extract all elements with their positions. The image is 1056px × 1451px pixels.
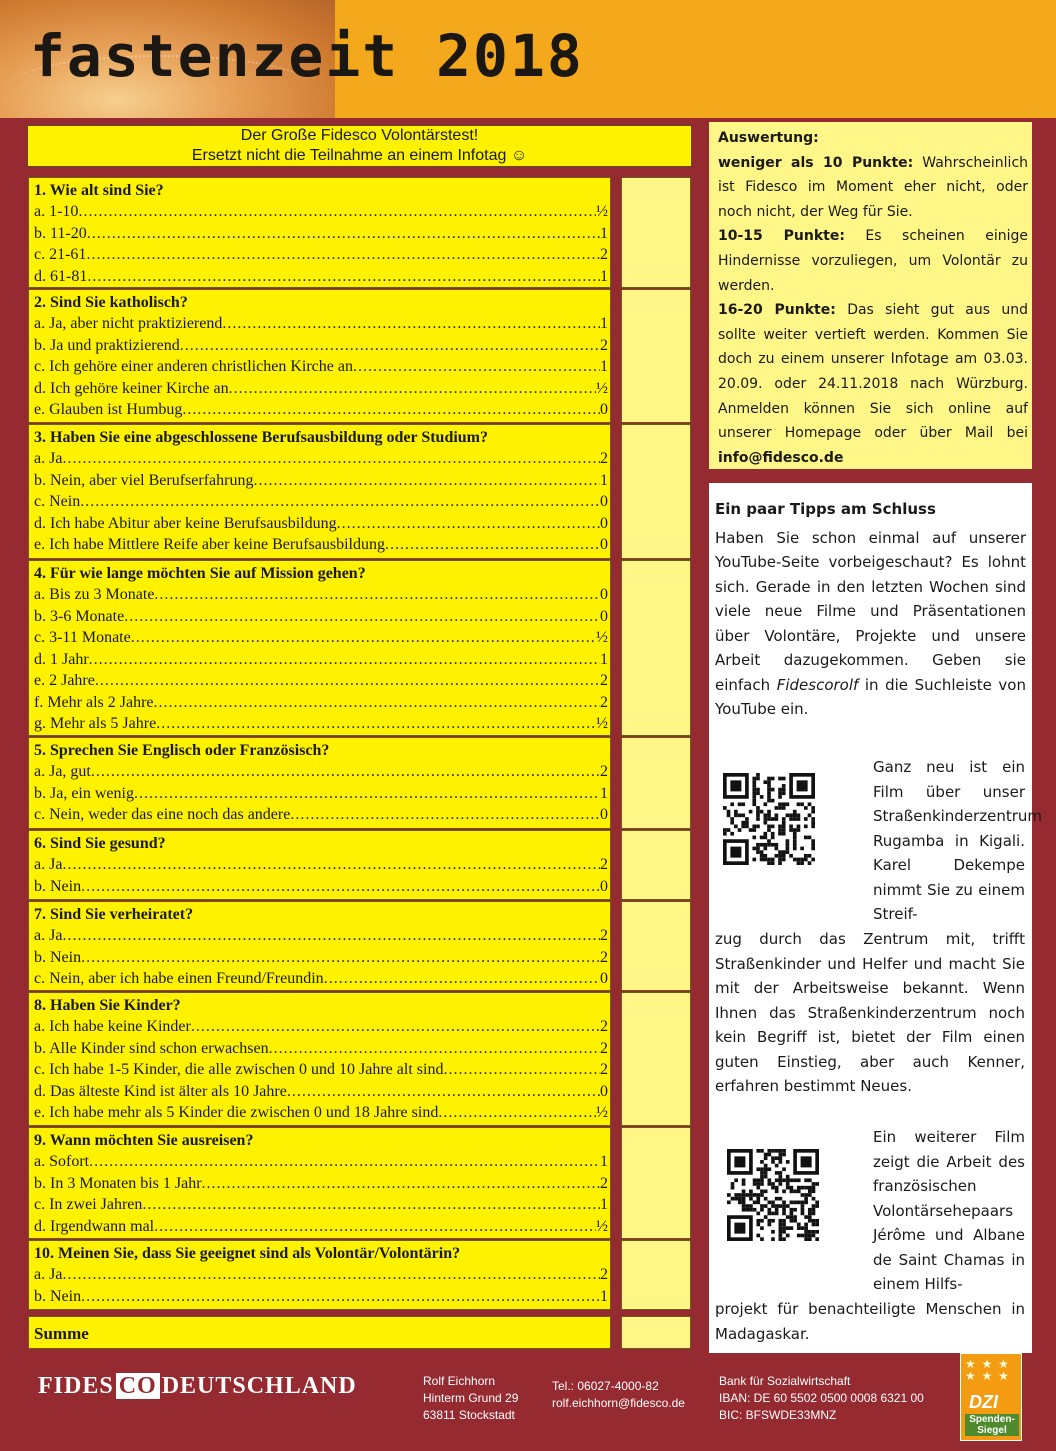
answer-label: f. Mehr als 2 Jahre — [34, 693, 154, 711]
footer-email-link[interactable]: rolf.eichhorn@fidesco.de — [552, 1396, 685, 1410]
answer-label: b. Nein — [34, 948, 82, 966]
tips-paragraph-2: zug durch das Zentrum mit, trifft Straßenkinder und Helfer und macht Sie mit der Arbeitsweise bekannt. Wenn Ihnen das Straßenkinderzentrum noch kein Begriff ist, bietet der Film einen guten Einstieg, aber auch Kenner, erfahren bestimmt Neues. — [715, 930, 1025, 1095]
answer-label: d. Irgendwann mal — [34, 1217, 155, 1235]
answer-points: 0 — [600, 1082, 608, 1100]
answer-row[interactable] — [34, 670, 610, 692]
answer-points: ½ — [596, 379, 608, 397]
sum-entry-box[interactable] — [621, 1316, 691, 1349]
footer-address: Rolf Eichhorn Hinterm Grund 29 63811 Stockstadt — [423, 1374, 519, 1422]
answer-points: 2 — [600, 763, 608, 780]
answer-points: ½ — [596, 1104, 608, 1121]
answer-row[interactable] — [34, 1286, 610, 1308]
answer-label: a. Ja — [34, 927, 63, 944]
answer-label: c. 3-11 Monate — [34, 629, 131, 646]
answer-label: e. Glauben ist Humbug — [34, 401, 183, 418]
qr-code-icon[interactable] — [723, 773, 815, 865]
answer-label: e. 2 Jahre — [34, 672, 95, 689]
answer-label: g. Mehr als 5 Jahre — [34, 715, 157, 732]
answer-points: 2 — [600, 246, 608, 263]
answer-label: b. Nein — [34, 1287, 82, 1305]
answer-row[interactable] — [34, 804, 610, 826]
question-block — [28, 901, 611, 991]
tips-paragraph-3: projekt für benachteiligte Menschen in Madagaskar. — [715, 1300, 1025, 1343]
answer-label: a. Bis zu 3 Monate — [34, 586, 155, 603]
question-block — [28, 830, 611, 900]
answer-row[interactable] — [34, 1173, 610, 1195]
question-title: 4. Für wie lange möchten Sie auf Mission gehen? — [34, 565, 366, 582]
points-entry-box[interactable] — [621, 901, 691, 991]
fidesco-logo: FIDES CO DEUTSCHLAND — [38, 1373, 357, 1399]
answer-row[interactable] — [34, 335, 610, 357]
answer-label: a. Sofort — [34, 1153, 90, 1170]
answer-points: ½ — [596, 715, 608, 732]
evaluation-range-3: 16-20 Punkte: Das sieht gut aus und sollte weiter vertieft werden. Kommen Sie doch zu einem unserer Infotage am 03.03. 20.09. oder 24.11.2018 nach Würzburg. Anmelden können Sie sich online auf unserer Homepage oder über Mail bei info@fidesco.de — [718, 302, 1028, 466]
answer-points: 2 — [600, 1174, 608, 1192]
answer-row[interactable] — [34, 968, 610, 990]
test-header — [27, 125, 692, 167]
answer-row[interactable] — [34, 1038, 610, 1060]
question-block — [28, 560, 611, 736]
answer-label: a. 1-10 — [34, 203, 79, 220]
answer-row[interactable] — [34, 244, 610, 266]
answer-label: c. Nein — [34, 493, 81, 510]
evaluation-title: Auswertung: — [718, 130, 819, 146]
answer-label: d. 1 Jahr — [34, 650, 89, 668]
banner — [0, 0, 1056, 118]
points-entry-box[interactable] — [621, 424, 691, 559]
answer-row[interactable] — [34, 692, 610, 714]
question-title: 2. Sind Sie katholisch? — [34, 294, 188, 311]
points-entry-box[interactable] — [621, 992, 691, 1126]
answer-points: 2 — [600, 1061, 608, 1078]
answer-label: a. Ja, aber nicht praktizierend — [34, 315, 223, 332]
answer-label: c. Nein, aber ich habe einen Freund/Freundin — [34, 970, 324, 987]
answer-row[interactable] — [34, 266, 610, 288]
answer-row[interactable] — [34, 606, 610, 628]
answer-label: c. In zwei Jahren — [34, 1196, 143, 1213]
points-entry-box[interactable] — [621, 737, 691, 829]
answer-points: 1 — [600, 358, 608, 375]
answer-label: a. Ja — [34, 450, 63, 467]
tips-title: Ein paar Tipps am Schluss — [715, 500, 936, 518]
answer-points: ½ — [596, 203, 608, 220]
sum-label: Summe — [28, 1316, 611, 1349]
points-entry-box[interactable] — [621, 830, 691, 900]
answer-points: 2 — [600, 856, 608, 873]
evaluation-box — [709, 122, 1032, 469]
answer-row[interactable] — [34, 1016, 610, 1038]
question-title: 1. Wie alt sind Sie? — [34, 182, 164, 199]
answer-row[interactable] — [34, 491, 610, 513]
test-header-line2: Ersetzt nicht die Teilnahme an einem Infotag ☺ — [191, 147, 528, 164]
answer-label: d. Ich habe Abitur aber keine Berufsausbildung — [34, 514, 337, 532]
answer-points: 1 — [600, 1196, 608, 1213]
answer-row[interactable] — [34, 534, 610, 556]
answer-row[interactable] — [34, 399, 610, 421]
points-entry-box[interactable] — [621, 289, 691, 423]
answer-row[interactable] — [34, 1102, 610, 1124]
answer-row[interactable] — [34, 761, 610, 783]
question-block — [28, 1240, 611, 1310]
question-title: 9. Wann möchten Sie ausreisen? — [34, 1132, 254, 1149]
answer-points: 0 — [600, 536, 608, 553]
answer-row[interactable] — [34, 925, 610, 947]
answer-label: b. In 3 Monaten bis 1 Jahr — [34, 1174, 202, 1192]
question-block — [28, 737, 611, 829]
question-block — [28, 177, 611, 288]
answer-row[interactable] — [34, 876, 610, 898]
answer-points: 2 — [600, 450, 608, 467]
footer-contact: Tel.: 06027-4000-82 rolf.eichhorn@fidesco.de — [552, 1379, 685, 1410]
answer-points: 0 — [600, 586, 608, 603]
answer-points: 0 — [600, 806, 608, 823]
answer-label: c. 21-61 — [34, 246, 87, 263]
answer-row[interactable] — [34, 448, 610, 470]
answer-label: a. Ja, gut — [34, 763, 91, 780]
answer-points: 0 — [600, 493, 608, 510]
answer-points: 2 — [600, 672, 608, 689]
answer-label: e. Ich habe mehr als 5 Kinder die zwischen 0 und 18 Jahre sind — [34, 1104, 439, 1121]
answer-row[interactable] — [34, 627, 610, 649]
question-title: 3. Haben Sie eine abgeschlossene Berufsausbildung oder Studium? — [34, 429, 489, 446]
answer-row[interactable] — [34, 1081, 610, 1103]
answer-row[interactable] — [34, 1264, 610, 1286]
answer-label: c. Ich habe 1-5 Kinder, die alle zwischen 0 und 10 Jahre alt sind — [34, 1061, 444, 1078]
answer-label: d. Ich gehöre keiner Kirche an — [34, 379, 229, 397]
answer-row[interactable] — [34, 947, 610, 969]
tips-paragraph-3-side: Ein weiterer Film zeigt die Arbeit des französischen Volontärsehepaars Jérôme und Albane de Saint Chamas in einem Hilfs- — [873, 1128, 1025, 1293]
answer-points: 2 — [600, 336, 608, 354]
answer-points: 1 — [600, 1287, 608, 1305]
question-title: 7. Sind Sie verheiratet? — [34, 906, 194, 923]
answer-row[interactable] — [34, 223, 610, 245]
question-title: 6. Sind Sie gesund? — [34, 835, 166, 852]
answer-row[interactable] — [34, 1059, 610, 1081]
question-block — [28, 1127, 611, 1239]
evaluation-range-1: weniger als 10 Punkte: Wahrscheinlich ist Fidesco im Moment eher nicht, oder noch nicht, der Weg für Sie. — [718, 154, 1029, 220]
answer-row[interactable] — [34, 1194, 610, 1216]
answer-points: 1 — [600, 315, 608, 332]
answer-label: d. 61-81 — [34, 267, 88, 285]
answer-label: a. Ja — [34, 856, 63, 873]
answer-label: b. Ja und praktizierend — [34, 336, 180, 354]
evaluation-range-2: 10-15 Punkte: Es scheinen einige Hindernisse vorzuliegen, um Volontär zu werden. — [718, 228, 1028, 294]
answer-row[interactable] — [34, 313, 610, 335]
tips-box — [709, 483, 1042, 1353]
answer-label: e. Ich habe Mittlere Reife aber keine Berufsausbildung — [34, 536, 385, 553]
answer-points: 0 — [600, 607, 608, 625]
answer-row[interactable] — [34, 584, 610, 606]
answer-row[interactable] — [34, 470, 610, 492]
question-block — [28, 992, 611, 1126]
answer-points: 2 — [600, 693, 608, 711]
answer-label: b. Nein, aber viel Berufserfahrung — [34, 471, 254, 489]
answer-label: b. Ja, ein wenig — [34, 784, 134, 802]
answer-points: 1 — [600, 1153, 608, 1170]
answer-label: c. Ich gehöre einer anderen christlichen Kirche an — [34, 358, 353, 375]
answer-points: ½ — [596, 629, 608, 646]
answer-points: 2 — [600, 948, 608, 966]
answer-row[interactable] — [34, 1216, 610, 1238]
answer-points: 1 — [600, 267, 608, 285]
answer-points: ½ — [596, 1217, 608, 1235]
answer-row[interactable] — [34, 649, 610, 671]
answer-row[interactable] — [34, 783, 610, 805]
answer-row[interactable] — [34, 356, 610, 378]
question-title: 5. Sprechen Sie Englisch oder Französisch? — [34, 742, 330, 759]
tips-paragraph-1: Haben Sie schon einmal auf unserer YouTube-Seite vorbeigeschaut? Es lohnt sich. Gerade in den letzten Wochen sind viele neue Filme und Präsentationen über Volontäre, Projekte und unsere Arbeit dazugekommen. Geben sie einfach Fidescorolf in die Suchleiste von YouTube ein. — [715, 528, 1026, 718]
footer-bank: Bank für Sozialwirtschaft IBAN: DE 60 5502 0500 0008 6321 00 BIC: BFSWDE33MNZ — [719, 1374, 924, 1422]
answer-row[interactable] — [34, 201, 610, 223]
answer-label: b. Alle Kinder sind schon erwachsen — [34, 1039, 269, 1057]
answer-label: c. Nein, weder das eine noch das andere — [34, 806, 291, 823]
test-header-line1: Der Große Fidesco Volontärstest! — [240, 127, 479, 144]
answer-points: 0 — [600, 877, 608, 895]
points-entry-box[interactable] — [621, 1240, 691, 1310]
points-entry-box[interactable] — [621, 177, 691, 288]
answer-label: d. Das älteste Kind ist älter als 10 Jahre — [34, 1082, 287, 1100]
question-title: 10. Meinen Sie, dass Sie geeignet sind als Volontär/Volontärin? — [34, 1245, 461, 1262]
points-entry-box[interactable] — [621, 560, 691, 736]
answer-points: 2 — [600, 927, 608, 944]
answer-label: b. 11-20 — [34, 224, 87, 242]
question-block — [28, 289, 611, 423]
answer-label: a. Ich habe keine Kinder — [34, 1018, 191, 1035]
qr-code-icon[interactable] — [727, 1149, 819, 1241]
answer-points: 1 — [600, 650, 608, 668]
question-block — [28, 424, 611, 559]
points-entry-box[interactable] — [621, 1127, 691, 1239]
answer-points: 2 — [600, 1039, 608, 1057]
answer-points: 0 — [600, 514, 608, 532]
dzi-seal-icon: ★ ★ ★ ★ ★ ★ DZI Spenden-Siegel — [960, 1353, 1022, 1441]
question-title: 8. Haben Sie Kinder? — [34, 997, 181, 1014]
banner-title: fastenzeit 2018 — [30, 22, 584, 90]
answer-points: 1 — [600, 784, 608, 802]
answer-points: 2 — [600, 1266, 608, 1283]
tips-paragraph-2-side: Ganz neu ist ein Film über unser Straßenkinderzentrum Rugamba in Kigali. Karel Dekempe nimmt Sie zu einem Streif- — [873, 758, 1042, 923]
answer-label: b. 3-6 Monate — [34, 607, 125, 625]
answer-row[interactable] — [34, 713, 610, 735]
answer-label: b. Nein — [34, 877, 82, 895]
answer-row[interactable] — [34, 378, 610, 400]
answer-points: 0 — [600, 970, 608, 987]
answer-label: a. Ja — [34, 1266, 63, 1283]
answer-points: 0 — [600, 401, 608, 418]
answer-points: 1 — [600, 224, 608, 242]
contact-email-link[interactable]: info@fidesco.de — [718, 449, 844, 466]
answer-points: 2 — [600, 1018, 608, 1035]
answer-row[interactable] — [34, 513, 610, 535]
answer-row[interactable] — [34, 854, 610, 876]
answer-row[interactable] — [34, 1151, 610, 1173]
answer-points: 1 — [600, 471, 608, 489]
